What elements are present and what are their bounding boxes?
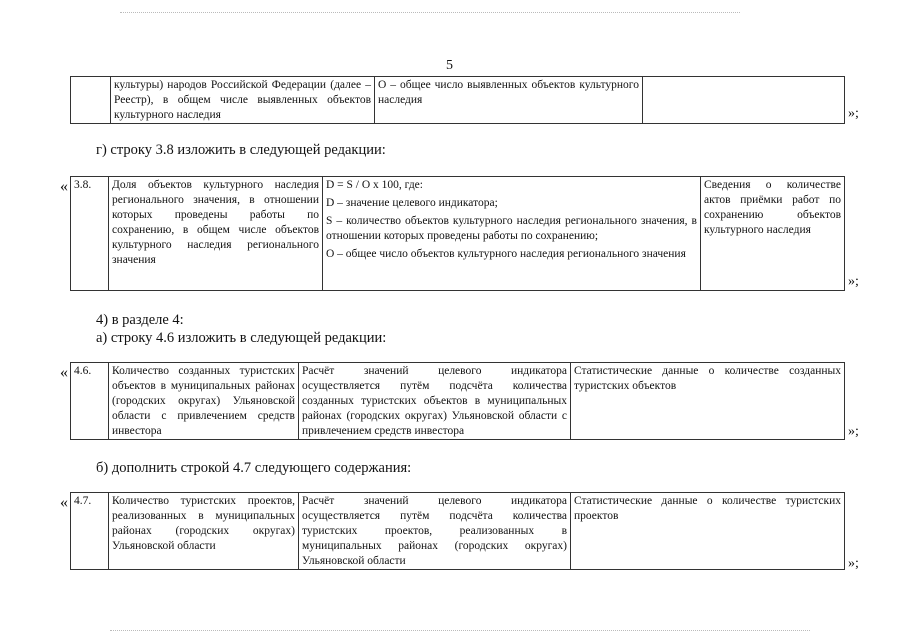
table-cell-name: Количество туристских проектов, реализованных в муниципальных районах (городских округах) Ульяновской области: [109, 493, 299, 570]
table-cell-calc: Расчёт значений целевого индикатора осуществляется путём подсчёта количества созданных туристских объектов в муниципальных районах (городских округах) Ульяновской области с привлечением средств инвестора: [299, 363, 571, 440]
opening-quote: «: [60, 178, 68, 195]
continuation-table: [70, 76, 845, 124]
scan-artifact-top: [120, 12, 740, 13]
table-cell-source: Статистические данные о количестве туристских проектов: [571, 493, 845, 570]
formula: D = S / O x 100, где:: [326, 179, 423, 191]
table-row-3-8: [70, 176, 845, 291]
scan-artifact-bottom: [110, 630, 810, 631]
table-cell-name: Доля объектов культурного наследия регионального значения, в отношении которых проведены работы по сохранению, в общем числе объектов культурного наследия регионального значения: [109, 177, 323, 291]
closing-quote: »;: [848, 106, 859, 121]
paragraph-b: б) дополнить строкой 4.7 следующего содержания:: [96, 460, 412, 476]
table-cell-calc: О – общее число выявленных объектов культурного наследия: [375, 77, 643, 124]
o-definition: О – общее число объектов культурного наследия регионального значения: [326, 248, 686, 260]
d-definition: D – значение целевого индикатора;: [326, 197, 498, 209]
table-cell-name: Количество созданных туристских объектов в муниципальных районах (городских округах) Ульяновской области с привлечением средств инвестора: [109, 363, 299, 440]
table-cell-calc: [323, 177, 701, 291]
table-row-4-7: [70, 492, 845, 570]
paragraph-g: г) строку 3.8 изложить в следующей редакции:: [96, 142, 386, 158]
closing-quote: »;: [848, 556, 859, 571]
table-cell-number: 4.7.: [71, 493, 109, 570]
page-number: 5: [446, 58, 453, 73]
table-row: [71, 77, 845, 124]
table-row: [71, 493, 845, 570]
paragraph-4: 4) в разделе 4:: [96, 312, 184, 328]
closing-quote: »;: [848, 424, 859, 439]
table-row: [71, 177, 845, 291]
table-row-4-6: [70, 362, 845, 440]
table-cell-name: культуры) народов Российской Федерации (далее – Реестр), в общем числе выявленных объектов культурного наследия: [111, 77, 375, 124]
table-cell-source: [643, 77, 845, 124]
table-cell-source: Сведения о количестве актов приёмки работ по сохранению объектов культурного наследия: [701, 177, 845, 291]
table-cell-number: 4.6.: [71, 363, 109, 440]
table-cell-number: 3.8.: [71, 177, 109, 291]
paragraph-a: а) строку 4.6 изложить в следующей редакции:: [96, 330, 387, 346]
closing-quote: »;: [848, 274, 859, 289]
opening-quote: «: [60, 494, 68, 511]
table-row: [71, 363, 845, 440]
s-definition: S – количество объектов культурного наследия регионального значения, в отношении которых проведены работы по сохранению;: [326, 215, 697, 242]
opening-quote: «: [60, 364, 68, 381]
table-cell-number: [71, 77, 111, 124]
table-cell-calc: Расчёт значений целевого индикатора осуществляется путём подсчёта количества туристских проектов, реализованных в муниципальных районах (городских округах) Ульяновской области: [299, 493, 571, 570]
table-cell-source: Статистические данные о количестве созданных туристских объектов: [571, 363, 845, 440]
